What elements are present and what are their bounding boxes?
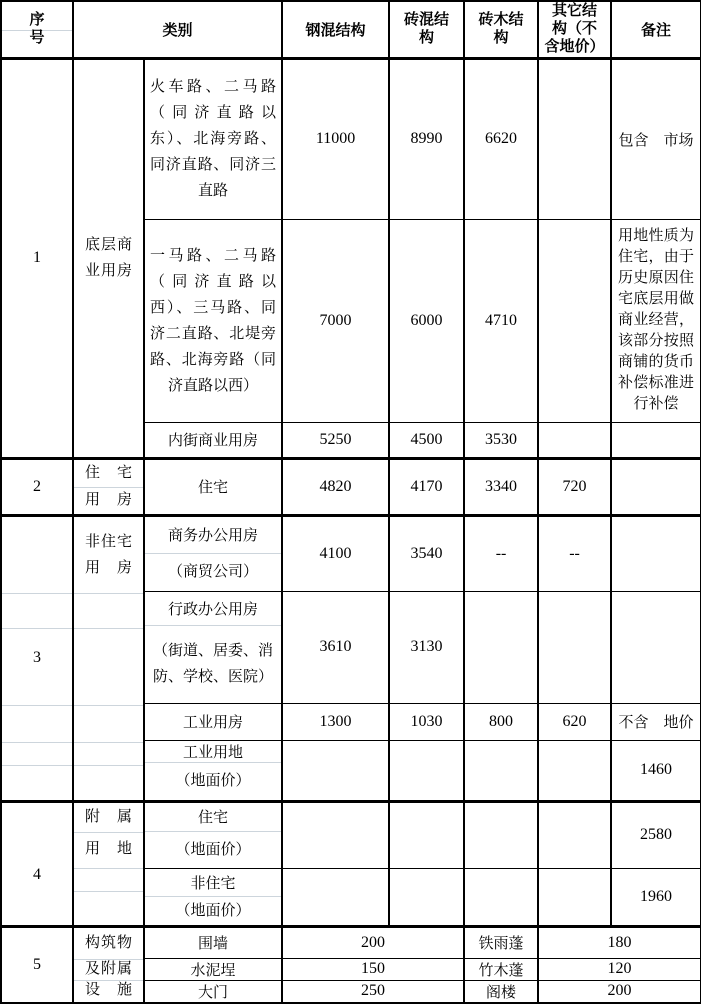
cell-s3b-steel: 3610 (282, 591, 389, 703)
cell-s3c-remark: 不含 地价 (611, 703, 701, 740)
cell-s5c-label2: 阁楼 (464, 980, 538, 1003)
cell-s5a-label2: 铁雨蓬 (464, 926, 538, 958)
s3b-label-line2: （街道、居委、消防、学校、医院） (153, 642, 274, 685)
cell-s5b-value: 150 (282, 958, 464, 980)
cell-s3-no (1, 515, 73, 801)
header-seq-line2: 号 (29, 30, 45, 47)
row-s5a (1, 926, 701, 958)
cell-s3-category (73, 515, 144, 801)
cell-s3c-other: 620 (538, 703, 611, 740)
header-remark: 备注 (611, 1, 701, 58)
cell-s3d-remark: 1460 (611, 740, 701, 801)
cell-s3a-brick: 3540 (389, 515, 464, 591)
cell-s1b-label (144, 219, 282, 422)
s4-category-line2: 用地 (85, 840, 132, 857)
s2-category-line1: 住宅 (85, 464, 132, 481)
cell-s1b-steel: 7000 (282, 219, 389, 422)
cell-s1c-brickwood: 3530 (464, 422, 538, 458)
cell-s3b-remark (611, 591, 701, 703)
cell-s1c-remark (611, 422, 701, 458)
cell-s3d-steel (282, 740, 389, 801)
cell-s3a-remark (611, 515, 701, 591)
row-s2 (1, 458, 701, 515)
cell-s5a-value2: 180 (538, 926, 701, 958)
header-category: 类别 (73, 1, 282, 58)
row-s1a (1, 58, 701, 219)
cell-s3a-other: -- (538, 515, 611, 591)
header-brick-concrete (389, 1, 464, 58)
cell-s4a-brickwood (464, 801, 538, 868)
s5-category-line1: 构筑物 (85, 934, 132, 951)
s1-category-line1: 底层商 (85, 237, 132, 253)
cell-s5-category (73, 926, 144, 1003)
header-other-line2: 构（不 (552, 21, 598, 38)
s1-number: 1 (33, 249, 41, 266)
header-brick-concrete-line2: 构 (419, 30, 435, 47)
cell-s2-other: 720 (538, 458, 611, 515)
header-seq (1, 1, 73, 58)
cell-s3c-brick: 1030 (389, 703, 464, 740)
header-row (1, 1, 701, 58)
cell-s5c-value2: 200 (538, 980, 701, 1003)
cell-s4b-brickwood (464, 868, 538, 926)
cell-s1c-other (538, 422, 611, 458)
cell-s3a-steel: 4100 (282, 515, 389, 591)
cell-s3b-brick: 3130 (389, 591, 464, 703)
s4a-label-line1: 住宅 (145, 803, 281, 832)
cell-s4-no (1, 801, 73, 926)
s3b-label-line1: 行政办公用房 (145, 592, 281, 626)
cell-s3d-brickwood (464, 740, 538, 801)
s4b-label-line1: 非住宅 (145, 869, 281, 897)
cell-s4b-label (144, 868, 282, 926)
cell-s2-steel: 4820 (282, 458, 389, 515)
s4b-label-line2: （地面价） (175, 902, 251, 919)
header-other-structure (538, 1, 611, 58)
cell-s3c-brickwood: 800 (464, 703, 538, 740)
cell-s1a-label (144, 58, 282, 219)
cell-s5-no (1, 926, 73, 1003)
cell-s2-brickwood: 3340 (464, 458, 538, 515)
s4-number: 4 (33, 865, 41, 883)
cell-s1c-brick: 4500 (389, 422, 464, 458)
cell-s5c-label: 大门 (144, 980, 282, 1003)
cell-s5a-value: 200 (282, 926, 464, 958)
cell-s3d-brick (389, 740, 464, 801)
header-brick-wood-line2: 构 (493, 30, 509, 47)
cell-s3a-label (144, 515, 282, 591)
header-other-line3: 含地价） (544, 39, 605, 56)
cell-s1c-steel: 5250 (282, 422, 389, 458)
s3-category-line2: 用房 (85, 559, 132, 576)
header-brick-concrete-line1: 砖混结 (404, 12, 450, 29)
row-s3a (1, 515, 701, 591)
cell-s1-no (1, 58, 73, 458)
cell-s3b-brickwood (464, 591, 538, 703)
cell-s1-category (73, 58, 144, 458)
row-s4a (1, 801, 701, 868)
s1b-remark-text: 用地性质为住宅，由于历史原因住宅底层用做商业经营，该部分按照商铺的货币补偿标准进行补偿 (618, 228, 695, 412)
s3d-label-line1: 工业用地 (145, 741, 281, 763)
cell-s4a-steel (282, 801, 389, 868)
s4-category-line1: 附属 (85, 808, 132, 825)
cell-s1b-other (538, 219, 611, 422)
cell-s1a-brickwood: 6620 (464, 58, 538, 219)
cell-s1a-steel: 11000 (282, 58, 389, 219)
s3a-label-line2: （商贸公司） (168, 564, 259, 580)
table-header (1, 1, 701, 58)
cell-s1b-remark (611, 219, 701, 422)
cell-s3c-label: 工业用房 (144, 703, 282, 740)
header-other-line1: 其它结 (552, 3, 598, 20)
cell-s2-category (73, 458, 144, 515)
cell-s1b-brick: 6000 (389, 219, 464, 422)
cell-s3a-brickwood: -- (464, 515, 538, 591)
s1a-label-text: 火车路、二马路（同济直路以东）、北海旁路、同济直路、同济三直路 (150, 79, 277, 199)
cell-s4a-label (144, 801, 282, 868)
cell-s1a-remark: 包含 市场 (611, 58, 701, 219)
cell-s5b-value2: 120 (538, 958, 701, 980)
cell-s4-category (73, 801, 144, 926)
cell-s2-label: 住宅 (144, 458, 282, 515)
header-brick-wood (464, 1, 538, 58)
cell-s4a-other (538, 801, 611, 868)
cell-s4b-steel (282, 868, 389, 926)
s3a-label-line1: 商务办公用房 (145, 517, 281, 554)
cell-s3d-other (538, 740, 611, 801)
cell-s4a-remark: 2580 (611, 801, 701, 868)
cell-s2-no (1, 458, 73, 515)
s4a-label-line2: （地面价） (175, 841, 251, 858)
s3-number: 3 (33, 649, 41, 666)
cell-s3d-label (144, 740, 282, 801)
cell-s1a-brick: 8990 (389, 58, 464, 219)
cell-s5b-label2: 竹木蓬 (464, 958, 538, 980)
cell-s5c-value: 250 (282, 980, 464, 1003)
cell-s1b-brickwood: 4710 (464, 219, 538, 422)
cell-s1c-label: 内街商业用房 (144, 422, 282, 458)
header-brick-wood-line1: 砖木结 (478, 12, 524, 29)
s2-category-line2: 用房 (85, 491, 132, 508)
s1-category-line2: 业用房 (85, 263, 132, 279)
cell-s3c-steel: 1300 (282, 703, 389, 740)
cell-s4b-brick (389, 868, 464, 926)
cell-s4b-other (538, 868, 611, 926)
cell-s2-remark (611, 458, 701, 515)
cell-s2-brick: 4170 (389, 458, 464, 515)
cell-s5a-label: 围墙 (144, 926, 282, 958)
cell-s5b-label: 水泥埕 (144, 958, 282, 980)
header-seq-line1: 序 (29, 12, 45, 29)
s3d-label-line2: （地面价） (175, 773, 251, 789)
s5-category-line2: 及附属 (85, 960, 132, 977)
s1b-label-text: 一马路、二马路（同济直路以西）、三马路、同济二直路、北堤旁路、北海旁路（同济直路以西） (150, 247, 277, 394)
cell-s4b-remark: 1960 (611, 868, 701, 926)
cell-s3b-other (538, 591, 611, 703)
s5-number: 5 (33, 955, 41, 973)
s5-category-line3: 设施 (85, 981, 132, 998)
cell-s4a-brick (389, 801, 464, 868)
cell-s3b-label (144, 591, 282, 703)
cell-s1a-other (538, 58, 611, 219)
s2-number: 2 (33, 477, 41, 495)
header-steel-concrete: 钢混结构 (282, 1, 389, 58)
s3-category-line1: 非住宅 (85, 533, 132, 550)
